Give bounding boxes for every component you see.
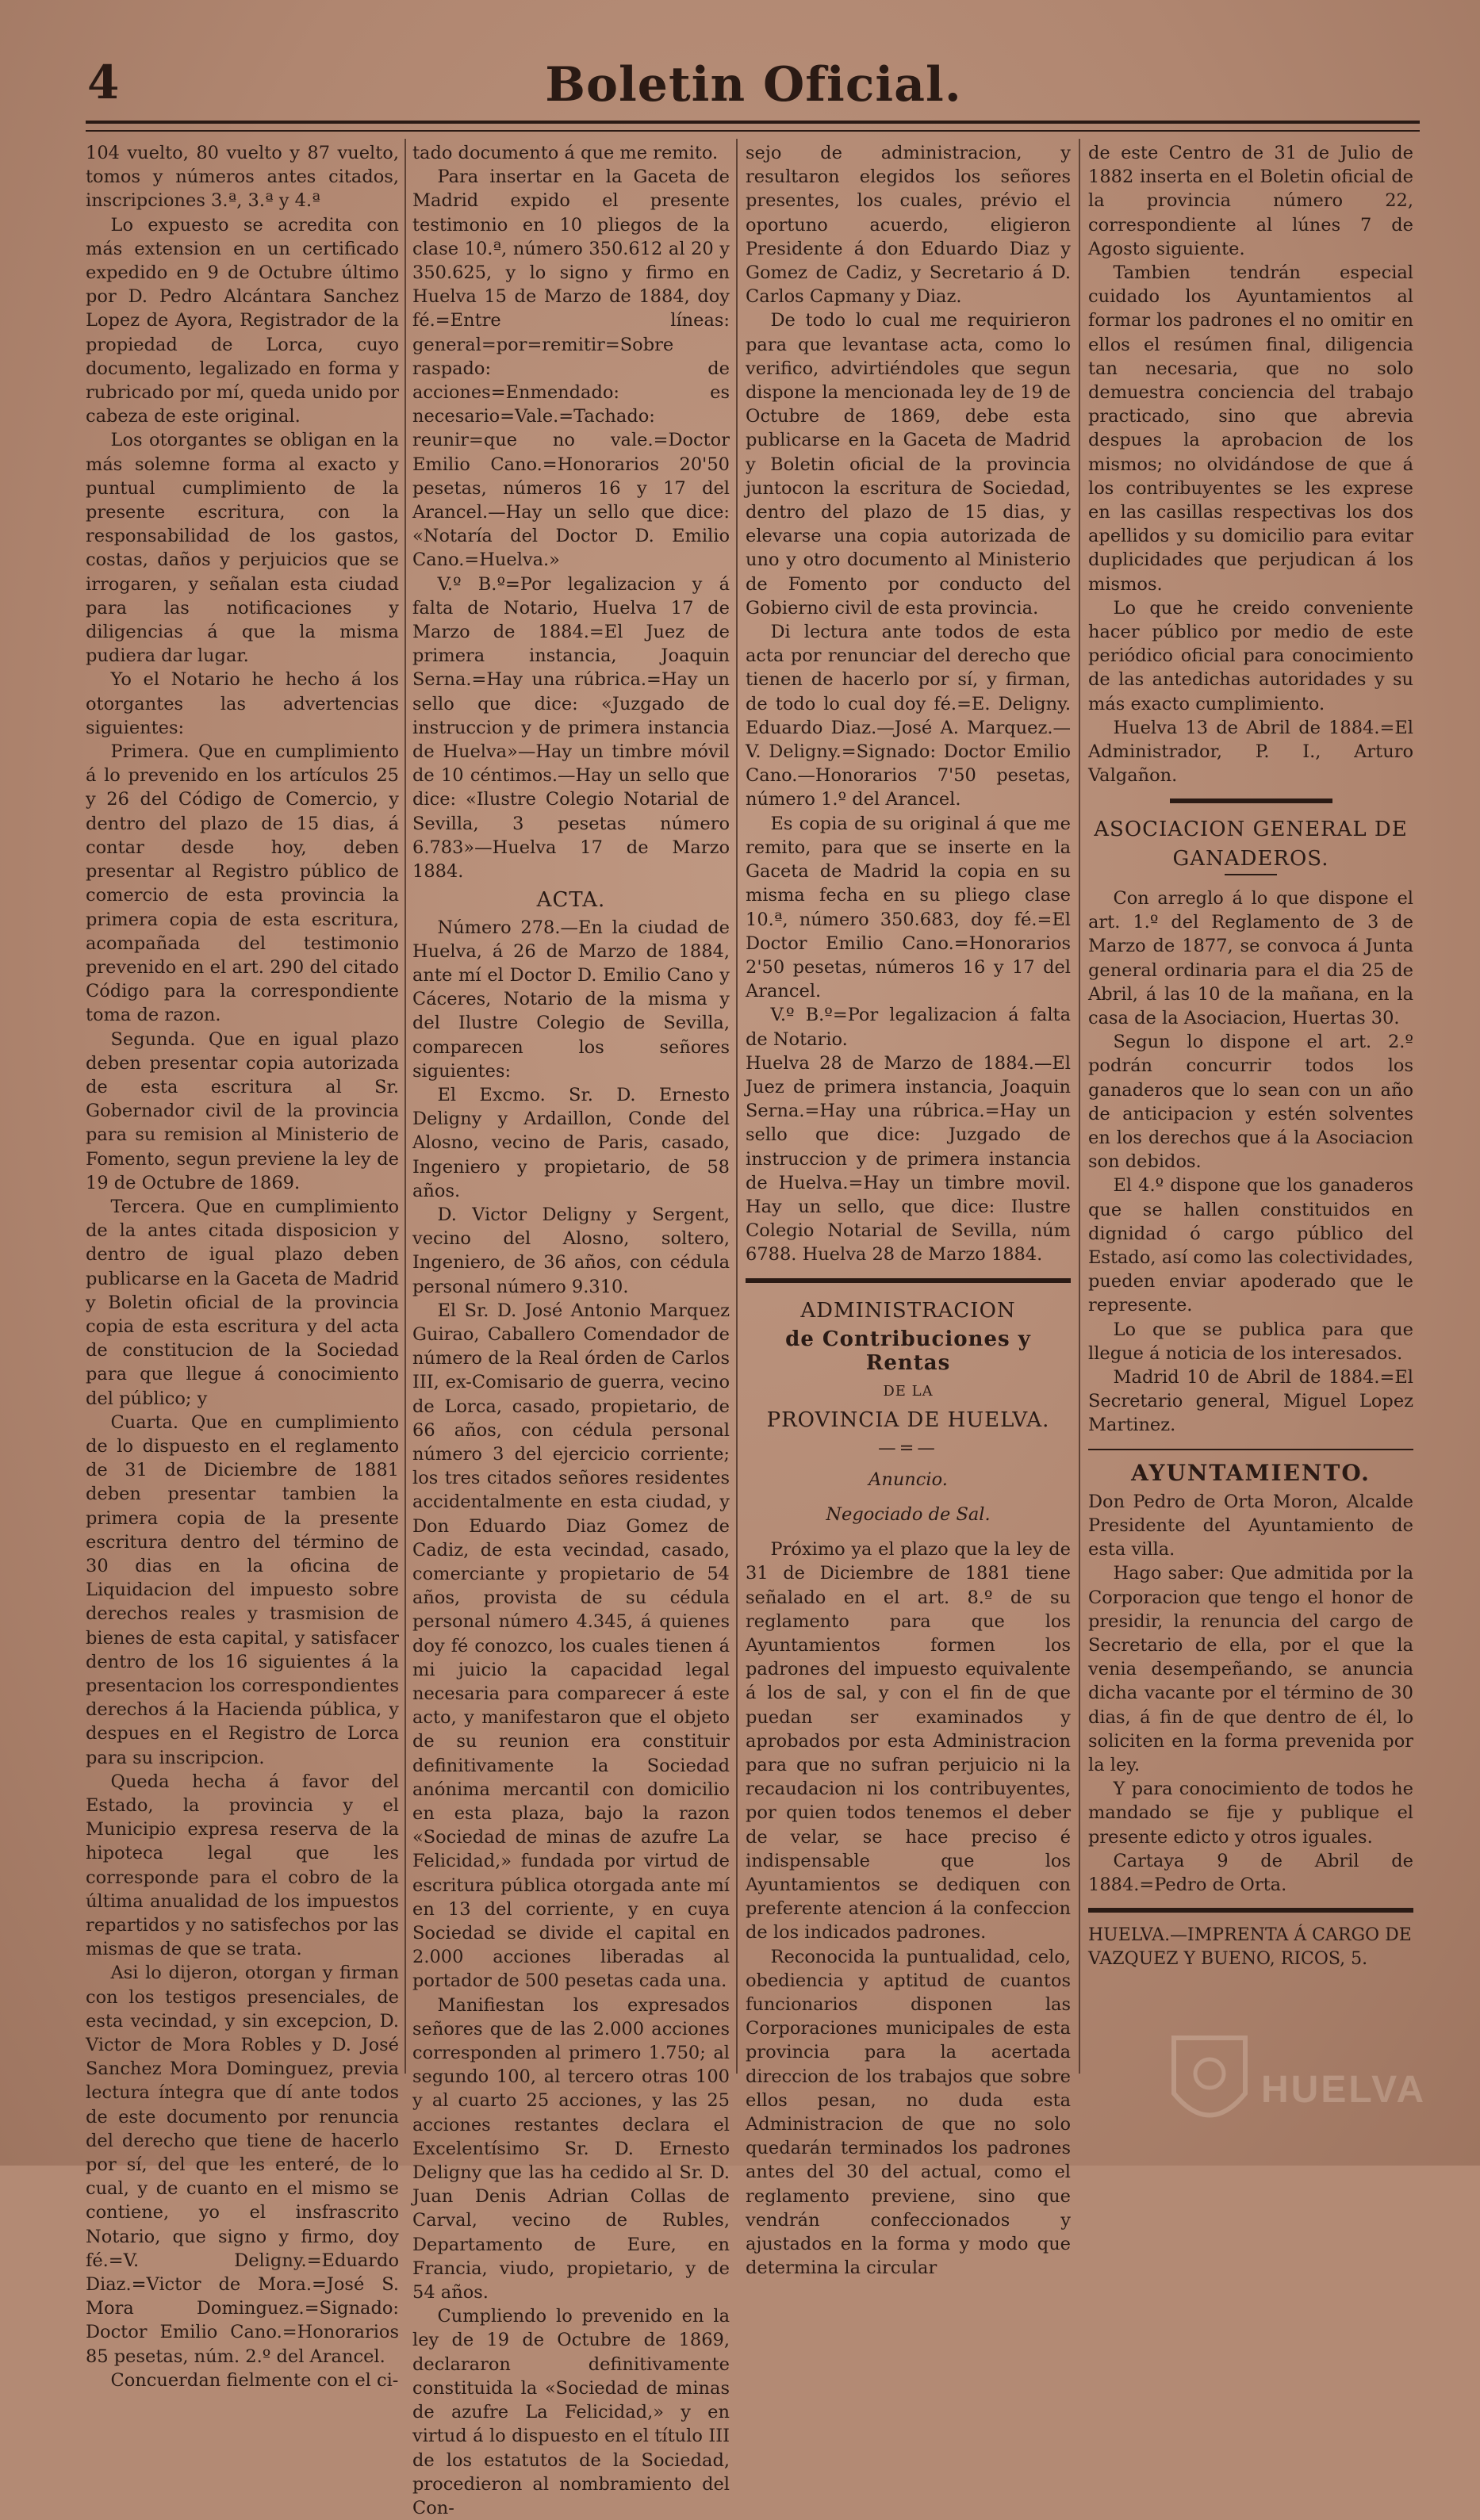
paragraph: Para insertar en la Gaceta de Madrid expido el presente testimonio en 10 pliegos de la clase 10.ª, número 350.612 al 20 y 350.625, y lo signo y firmo en Huelva 15 de Marzo de 1884, doy fé.=Entre líneas: general=por=remitir=Sobre raspado: de acciones=Enmendado: es necesario=Vale.=Tachado: reunir=que no vale.=Doctor Emilio Cano.=Honorarios 20'50 pesetas, números 16 y 17 del Arancel.—Hay un sello que dice: «Notaría del Doctor D. Emilio Cano.=Huelva.» [412, 167, 730, 571]
header-rule [86, 121, 1420, 132]
paragraph: Segun lo dispone el art. 2.º podrán concurrir todos los ganaderos que lo sean con un año de anticipacion y estén solventes en los derechos que á la Asociacion son debidos. [1088, 1032, 1413, 1173]
paragraph: sejo de administracion, y resultaron elegidos los señores presentes, los cuales, prévio el oportuno acuerdo, eligieron Presidente á don Eduardo Diaz y Gomez de Cadiz, y Secretario á D. Carlos Capmany y Diaz. [746, 143, 1071, 308]
admin-heading-4: PROVINCIA DE HUELVA. [766, 1408, 1050, 1433]
ornament-dash: —=— [878, 1437, 938, 1458]
paragraph: Manifiestan los expresados señores que de las 2.000 acciones corresponden al primero 1.750; al segundo 100, al tercero otras 100 y al cuarto 25 acciones, y las 25 acciones restantes declara el Excelentísimo Sr. D. Ernesto Deligny que las ha cedido al Sr. D. Juan Denis Adrian Collas de Carval, vecino de Rubles, Departamento de Eure, en Francia, viudo, propietario, y de 54 años. [412, 1994, 730, 2304]
paragraph: Tambien tendrán especial cuidado los Ayuntamientos al formar los padrones el no omitir en ellos el resúmen final, diligencia tan necesaria, que no solo demuestra conciencia del trabajo practicado, sino que abrevia despues la aprobacion de los mismos; no olvidándose de que á los contribuyentes se les exprese en las casillas respectivas los dos apellidos y su domicilio para evitar duplicidades que perjudican á los mismos. [1088, 262, 1413, 595]
column-1 [86, 141, 399, 2391]
anuncio-label: Anuncio. [868, 1469, 948, 1490]
paragraph: Es copia de su original á que me remito, para que se inserte en la Gaceta de Madrid la copia en su misma fecha en su pliego clase 10.ª, número 350.683, doy fé.=El Doctor Emilio Cano.=Honorarios 2'50 pesetas, números 16 y 17 del Arancel. [746, 813, 1071, 1002]
paragraph: Con arreglo á lo que dispone el art. 1.º del Reglamento de 3 de Marzo de 1877, se convoca á Junta general ordinaria para el dia 25 de Abril, á las 10 de la mañana, en la casa de la Asociacion, Huertas 30. [1088, 887, 1413, 1028]
column-divider [405, 139, 406, 2074]
paragraph: Di lectura ante todos de esta acta por renunciar del derecho que tienen de hacerlo por sí, y firman, de todo lo cual doy fé.=E. Deligny. Eduardo Diaz.—José A. Marquez.—V. Deligny.=Signado: Doctor Emilio Cano.—Honorarios 7'50 pesetas, número 1.º del Arancel. [746, 622, 1071, 810]
admin-heading-1: ADMINISTRACION [800, 1298, 1016, 1323]
ornament-rule [1225, 874, 1277, 875]
ganaderos-heading-1: ASOCIACION GENERAL DE [1094, 818, 1408, 842]
paragraph: Asi lo dijeron, otorgan y firman con los testigos presenciales, de esta vecindad, y sin excepcion, D. Victor de Mora Robles y D. José Sanchez Mora Dominguez, previa lectura íntegra que dí ante todos de este documento por renuncia del derecho que tiene de hacerlo por sí, del que les enteré, de lo cual, y de cuanto en el mismo se contiene, yo el insfrascrito Notario, que signo y firmo, doy fé.=V. Deligny.=Eduardo Diaz.=Victor de Mora.=José S. Mora Dominguez.=Signado: Doctor Emilio Cano.=Honorarios 85 pesetas, núm. 2.º del Arancel. [86, 1963, 399, 2367]
admin-heading-3: DE LA [883, 1383, 934, 1400]
column-2 [412, 141, 730, 2518]
paragraph: Lo que he creido conveniente hacer público por medio de este periódico oficial para conocimiento de las antedichas autoridades y su más exacto cumplimiento. [1088, 597, 1413, 714]
paragraph: Próximo ya el plazo que la ley de 31 de Diciembre de 1881 tiene señalado en el art. 8.º de su reglamento para que los Ayuntamientos formen los padrones del impuesto equivalente á los de sal, y con el fin de que puedan ser examinados y aprobados por esta Administracion para que no sufran perjuicio ni la recaudacion ni los contribuyentes, por quien todos tenemos el deber de velar, se hace preciso é indispensable que los Ayuntamientos se dediquen con preferente atencion á la confeccion de los indicados padrones. [746, 1539, 1071, 1944]
column-divider [736, 139, 738, 2074]
paragraph: Los otorgantes se obligan en la más solemne forma al exacto y puntual cumplimiento de la presente escritura, con la responsabilidad de los gastos, costas, daños y perjuicios que se irrogaren, y señalan esta ciudad para las notificaciones y diligencias á que la misma pudiera dar lugar. [86, 430, 399, 667]
column-3 [746, 141, 1071, 2279]
page-number: 4 [87, 56, 120, 109]
paragraph: tado documento á que me remito. [412, 143, 719, 163]
paragraph: Reconocida la puntualidad, celo, obediencia y aptitud de cuantos funcionarios disponen las Corporaciones municipales de esta provincia para la acertada direccion de los trabajos que sobre ellos pesan, no duda esta Administracion de que no solo quedarán terminados los padrones antes del 30 del actual, como el reglamento previene, sino que vendrán confeccionados y ajustados en la forma y modo que determina la circular [746, 1946, 1071, 2279]
paragraph: Huelva 28 de Marzo de 1884.—El Juez de primera instancia, Joaquin Serna.=Hay una rúbrica.=Hay un sello que dice: Juzgado de instruccion y de primera instancia de Huelva.=Hay un timbre movil. Hay un sello, que dice: Ilustre Colegio Notarial de Sevilla, núm 6788. Huelva 28 de Marzo 1884. [746, 1052, 1071, 1266]
column-divider [1079, 139, 1080, 2074]
paragraph: 104 vuelto, 80 vuelto y 87 vuelto, tomos y números antes citados, inscripciones 3.ª, 3.ª y 4.ª [86, 143, 399, 212]
paragraph: Cumpliendo lo prevenido en la ley de 19 de Octubre de 1869, declararon definitivamente constituida la «Sociedad de minas de azufre La Felicidad,» y en virtud á lo dispuesto en el título III de los estatutos de la Sociedad, procedieron al nombramiento del Con- [412, 2306, 730, 2518]
paragraph: D. Victor Deligny y Sergent, vecino del Alosno, soltero, Ingeniero, de 36 años, con cédula personal número 9.310. [412, 1204, 730, 1297]
paragraph: Lo expuesto se acredita con más extension en un certificado expedido en 9 de Octubre último por D. Pedro Alcántara Sanchez Lopez de Ayora, Registrador de la propiedad de Lorca, cuyo documento, legalizado en forma y rubricado por mí, queda unido por cabeza de este original. [86, 214, 399, 427]
watermark-text: HUELVA [1261, 2069, 1427, 2111]
section-rule [746, 1278, 1071, 1283]
paragraph: Primera. Que en cumplimiento á lo prevenido en los artículos 25 y 26 del Código de Comercio, y dentro del plazo de 15 dias, á contar desde hoy, deben presentar al Registro público de comercio de esta provincia la primera copia de esta escritura, acompañada del testimonio prevenido en el art. 290 del citado Código para la correspondiente toma de razon. [86, 741, 399, 1026]
paragraph: Cuarta. Que en cumplimiento de lo dispuesto en el reglamento de 31 de Diciembre de 1881 deben presentar tambien la primera copia de la presente escritura dentro del término de 30 dias en la oficina de Liquidacion del impuesto sobre derechos reales y trasmision de bienes de esta capital, y satisfacer dentro de los 16 siguientes á la presentacion los correspondientes derechos á la Hacienda pública, y despues en el Registro de Lorca para su inscripcion. [86, 1411, 399, 1768]
paragraph: Segunda. Que en igual plazo deben presentar copia autorizada de esta escritura al Sr. Gobernador civil de la provincia para su remision al Ministerio de Fomento, segun previene la ley de 19 de Octubre de 1869. [86, 1028, 399, 1193]
paragraph: Cartaya 9 de Abril de 1884.=Pedro de Orta. [1088, 1850, 1413, 1896]
paragraph: V.º B.º=Por legalizacion á falta de Notario. [746, 1005, 1071, 1050]
paragraph: Huelva 13 de Abril de 1884.=El Administrador, P. I., Arturo Valgañon. [1088, 717, 1413, 787]
paragraph: Queda hecha á favor del Estado, la provincia y el Municipio expresa reserva de la hipoteca legal que les corresponde para el cobro de la última anualidad de los impuestos repartidos y no satisfechos por las mismas de que se trata. [86, 1771, 399, 1960]
paragraph: De todo lo cual me requirieron para que levantase acta, como lo verifico, advirtiéndoles que segun dispone la mencionada ley de 19 de Octubre de 1869, debe esta publicarse en la Gaceta de Madrid y Boletin oficial de la provincia juntocon la escritura de Sociedad, dentro del plazo de 15 dias, y elevarse una copia autorizada de uno y otro documento al Ministerio de Fomento por conducto del Gobierno civil de esta provincia. [746, 310, 1071, 619]
page-header [87, 56, 1420, 119]
paragraph: Yo el Notario he hecho á los otorgantes las advertencias siguientes: [86, 669, 399, 738]
admin-heading-2: de Contribuciones y Rentas [785, 1327, 1031, 1375]
section-rule [1088, 1908, 1413, 1913]
paragraph: El 4.º dispone que los ganaderos que se hallen constituidos en dignidad ó cargo público del Estado, así como las colectividades, pueden enviar apoderado que le represente. [1088, 1175, 1413, 1316]
paragraph: Lo que se publica para que llegue á noticia de los interesados. [1088, 1319, 1413, 1364]
section-rule [1088, 1449, 1413, 1450]
paragraph: El Sr. D. José Antonio Marquez Guirao, Caballero Comendador de número de la Real órden de Carlos III, ex-Comisario de guerra, vecino de Lorca, casado, propietario, de 66 años, con cédula personal número 3 del ejercicio corriente; los tres citados señores residentes accidentalmente en esta ciudad, y Don Eduardo Diaz Gomez de Cadiz, de esta vecindad, casado, comerciante y propietario de 54 años, provista de su cédula personal número 4.345, á quienes doy fé conozco, los cuales tienen á mi juicio la capacidad legal necesaria para comparecer á este acto, y manifestaron que el objeto de su reunion era constituir definitivamente la Sociedad anónima mercantil con domicilio en esta plaza, bajo la razon «Sociedad de minas de azufre La Felicidad,» fundada por virtud de escritura pública otorgada ante mí en 13 del corriente, y en cuya Sociedad se divide el capital en 2.000 acciones liberadas al portador de 500 pesetas cada una. [412, 1300, 730, 1992]
imprint-line-1: HUELVA.—IMPRENTA Á CARGO DE [1088, 1925, 1412, 1946]
paragraph: Número 278.—En la ciudad de Huelva, á 26 de Marzo de 1884, ante mí el Doctor D. Emilio Cano y Cáceres, Notario de la misma y del Ilustre Colegio de Sevilla, comparecen los señores siguientes: [412, 917, 730, 1082]
paragraph: de este Centro de 31 de Julio de 1882 inserta en el Boletin oficial de la provincia número 22, correspondiente al lúnes 7 de Agosto siguiente. [1088, 143, 1413, 259]
paragraph: Tercera. Que en cumplimiento de la antes citada disposicion y dentro de igual plazo deben publicarse en la Gaceta de Madrid y Boletin oficial de la provincia copia de esta escritura y del acta de constitucion de la Sociedad para que llegue á conocimiento del público; y [86, 1196, 399, 1409]
library-watermark [1166, 2030, 1451, 2149]
acta-title: ACTA. [536, 888, 606, 913]
paragraph: Concuerdan fielmente con el ci- [110, 2369, 399, 2391]
paragraph: Y para conocimiento de todos he mandado se fije y publique el presente edicto y otros iguales. [1088, 1779, 1413, 1848]
column-4 [1088, 141, 1413, 2076]
negociado-label: Negociado de Sal. [826, 1503, 991, 1525]
section-rule [1170, 799, 1332, 803]
imprint-line-2: VAZQUEZ Y BUENO, RICOS, 5. [1088, 1949, 1368, 1970]
paragraph: El Excmo. Sr. D. Ernesto Deligny y Ardaillon, Conde del Alosno, vecino de Paris, casado, Ingeniero y propietario, de 58 años. [412, 1084, 730, 1201]
ganaderos-heading-2: GANADEROS. [1172, 846, 1329, 871]
ayuntamiento-heading: AYUNTAMIENTO. [1131, 1459, 1371, 1486]
paragraph: Madrid 10 de Abril de 1884.=El Secretario general, Miguel Lopez Martinez. [1088, 1366, 1413, 1436]
paragraph: Don Pedro de Orta Moron, Alcalde Presidente del Ayuntamiento de esta villa. [1088, 1491, 1413, 1561]
paragraph: Hago saber: Que admitida por la Corporacion que tengo el honor de presidir, la renuncia del cargo de Secretario de ella, por el que la venia desempeñando, se anuncia dicha vacante por el término de 30 dias, á fin de que dentro de él, lo soliciten en la forma prevenida por la ley. [1088, 1563, 1413, 1775]
masthead-title: Boletin Oficial. [545, 57, 962, 113]
paragraph: V.º B.º=Por legalizacion y á falta de Notario, Huelva 17 de Marzo de 1884.=El Juez de primera instancia, Joaquin Serna.=Hay una rúbrica.=Hay un sello que dice: «Juzgado de instruccion y de primera instancia de Huelva»—Hay un timbre móvil de 10 céntimos.—Hay un sello que dice: «Ilustre Colegio Notarial de Sevilla, 3 pesetas número 6.783»—Huelva 17 de Marzo 1884. [412, 573, 730, 883]
imprint [1088, 1924, 1413, 1971]
crest-icon [1166, 2030, 1253, 2141]
